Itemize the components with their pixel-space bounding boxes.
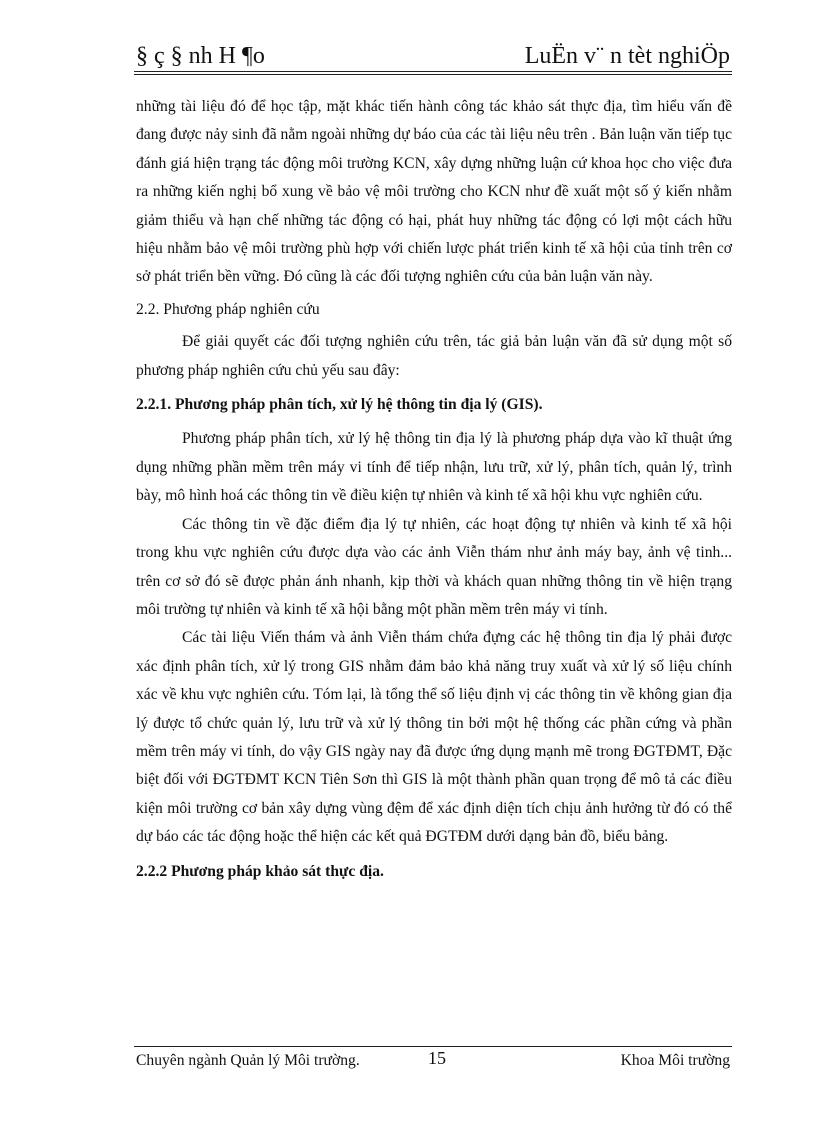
paragraph-remote-sensing: Các thông tin về đặc điểm địa lý tự nhiên, các hoạt động tự nhiên và kinh tế xã hội trong khu vực nghiên cứu được dựa vào các ảnh Viễn thám như ảnh máy bay, ảnh vệ tinh... trên cơ sở đó sẽ được phản ánh nhanh, kịp thời và khách quan những thông tin về hiện trạng môi trường tự nhiên và kinh tế xã hội bằng một phần mềm trên máy vi tính. <box>136 515 732 618</box>
subsection-heading-2-2-1: 2.2.1. Phương pháp phân tích, xử lý hệ thông tin địa lý (GIS). <box>136 396 543 414</box>
paragraph-methods-intro: Để giải quyết các đối tượng nghiên cứu trên, tác giả bản luận văn đã sử dụng một số phương pháp nghiên cứu chủ yếu sau đây: <box>136 333 732 379</box>
paragraph-gis-definition: Phương pháp phân tích, xử lý hệ thông tin địa lý là phương pháp dựa vào kĩ thuật ứng dụng những phần mềm trên máy vi tính để tiếp nhận, lưu trữ, xử lý, phân tích, quản lý, trình bày, mô hình hoá các thông tin về điều kiện tự nhiên và kinh tế xã hội khu vực nghiên cứu. <box>136 430 732 505</box>
header-divider <box>134 71 732 75</box>
footer-divider <box>134 1046 732 1047</box>
footer-faculty-right: Khoa Môi trường <box>620 1052 730 1069</box>
page-number: 15 <box>428 1048 446 1068</box>
header-right-title: LuËn v¨ n tèt nghiÖp <box>524 43 730 69</box>
paragraph-gis-application: Các tài liệu Viến thám và ảnh Viễn thám chứa đựng các hệ thông tin địa lý phải được xác định phân tích, xử lý trong GIS nhằm đảm bảo khả năng truy xuất và xử lý số liệu chính xác về khu vực nghiên cứu. Tóm lại, là tổng thể số liệu định vị các thông tin về không gian địa lý được tổ chức quản lý, lưu trữ và xử lý thông tin bởi một hệ thống các phần cứng và phần mềm trên máy vi tính, do vậy GIS ngày nay đã được ứng dụng mạnh mẽ trong ĐGTĐMT, Đặc biệt đối với ĐGTĐMT KCN Tiên Sơn thì GIS là một thành phần quan trọng để mô tả các điều kiện môi trường cơ bản xây dựng vùng đệm để xác định diện tích chịu ảnh hưởng từ đó có thể dự báo các tác động hoặc thể hiện các kết quả ĐGTĐM dưới dạng bản đồ, biểu bảng. <box>136 629 732 846</box>
document-body <box>136 93 732 892</box>
page-header <box>136 30 730 70</box>
paragraph-intro: những tài liệu đó để học tập, mặt khác tiến hành công tác khảo sát thực địa, tìm hiểu vấn đề đang được nảy sinh đã nằm ngoài những dự báo của các tài liệu nêu trên . Bản luận văn tiếp tục đánh giá hiện trạng tác động môi trường KCN, xây dựng những luận cứ khoa học cho việc đưa ra những kiến nghị bổ xung về bảo vệ môi trường cho KCN như đề xuất một số ý kiến nhằm giảm thiểu và hạn chế những tác động có hại, phát huy những tác động có lợi một cách hữu hiệu nhằm bảo vệ môi trường phù hợp với chiến lược phát triển kinh tế xã hội của tỉnh trên cơ sở phát triển bền vững. Đó cũng là các đối tượng nghiên cứu của bản luận văn này. <box>136 98 732 286</box>
subsection-heading-2-2-2: 2.2.2 Phương pháp khảo sát thực địa. <box>136 862 384 880</box>
page-footer <box>136 1048 730 1074</box>
footer-department-left: Chuyên ngành Quản lý Môi trường. <box>136 1052 360 1069</box>
section-heading-2-2: 2.2. Phương pháp nghiên cứu <box>136 300 320 318</box>
header-left-title: § ç § nh H ¶o <box>136 43 265 69</box>
